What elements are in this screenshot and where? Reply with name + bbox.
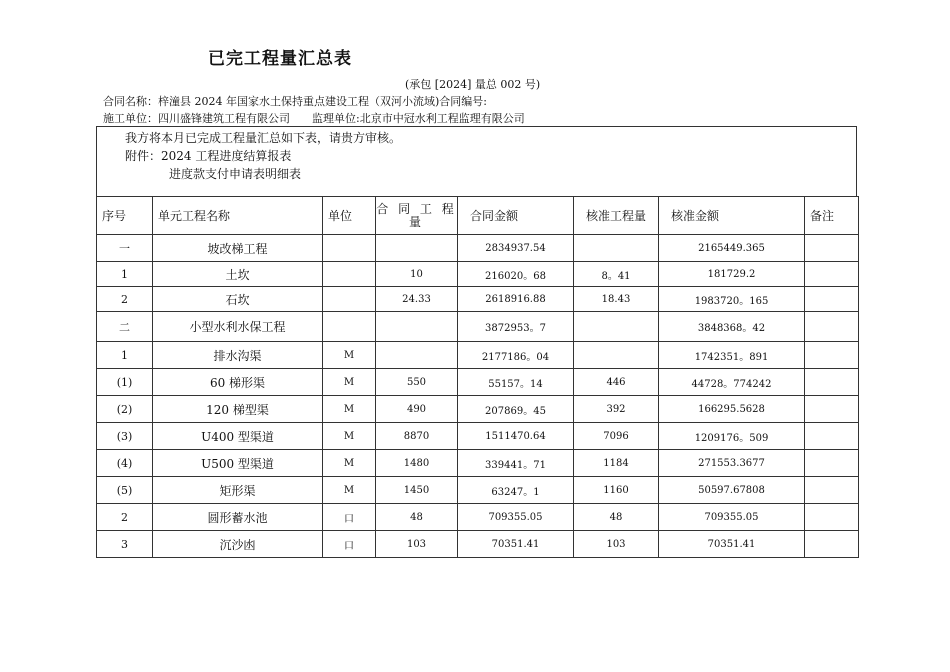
table-row <box>97 477 859 504</box>
row-name: 60 梯形渠 <box>153 369 323 396</box>
row-unit: M <box>323 396 376 423</box>
row-name: 沉沙凼 <box>153 531 323 558</box>
construction-unit: 施工单位：四川盛锋建筑工程有限公司 <box>103 112 290 125</box>
row-unit <box>323 235 376 262</box>
row-contract-qty: 1450 <box>376 477 458 504</box>
row-approved-amount: 709355.05 <box>659 504 805 531</box>
header-unit: 单位 <box>323 197 376 235</box>
row-seq: 一 <box>97 235 153 262</box>
row-remarks <box>805 477 859 504</box>
table-row <box>97 450 859 477</box>
row-contract-qty <box>376 235 458 262</box>
row-approved-qty <box>574 312 659 342</box>
row-contract-amount: 63247。1 <box>458 477 574 504</box>
row-approved-amount: 3848368。42 <box>659 312 805 342</box>
row-approved-amount: 181729.2 <box>659 262 805 287</box>
row-approved-amount: 1209176。509 <box>659 423 805 450</box>
row-remarks <box>805 450 859 477</box>
row-name: 土坎 <box>153 262 323 287</box>
row-contract-qty: 8870 <box>376 423 458 450</box>
row-seq: 3 <box>97 531 153 558</box>
row-remarks <box>805 396 859 423</box>
row-unit <box>323 262 376 287</box>
row-name: 圆形蓄水池 <box>153 504 323 531</box>
table-row <box>97 312 859 342</box>
row-contract-amount: 55157。14 <box>458 369 574 396</box>
row-unit <box>323 312 376 342</box>
row-seq: 2 <box>97 504 153 531</box>
row-name: 矩形渠 <box>153 477 323 504</box>
row-contract-qty <box>376 342 458 369</box>
header-seq: 序号 <box>97 197 153 235</box>
row-contract-amount: 70351.41 <box>458 531 574 558</box>
header-name: 单元工程名称 <box>153 197 323 235</box>
row-approved-qty <box>574 342 659 369</box>
row-approved-qty: 7096 <box>574 423 659 450</box>
row-approved-amount: 44728。774242 <box>659 369 805 396</box>
row-contract-amount: 2618916.88 <box>458 287 574 312</box>
row-contract-qty: 1480 <box>376 450 458 477</box>
row-unit: M <box>323 450 376 477</box>
header-approved-amount: 核准金额 <box>659 197 805 235</box>
quantity-summary-table <box>96 196 859 558</box>
row-seq: (2) <box>97 396 153 423</box>
row-seq: (3) <box>97 423 153 450</box>
row-unit: M <box>323 342 376 369</box>
row-unit <box>323 287 376 312</box>
row-approved-amount: 166295.5628 <box>659 396 805 423</box>
row-approved-qty: 1184 <box>574 450 659 477</box>
table-row <box>97 423 859 450</box>
row-seq: (5) <box>97 477 153 504</box>
row-approved-qty <box>574 235 659 262</box>
table-row <box>97 262 859 287</box>
row-seq: 1 <box>97 262 153 287</box>
row-remarks <box>805 342 859 369</box>
row-remarks <box>805 423 859 450</box>
row-unit: M <box>323 369 376 396</box>
row-name: U500 型渠道 <box>153 450 323 477</box>
row-approved-amount: 50597.67808 <box>659 477 805 504</box>
row-contract-qty: 550 <box>376 369 458 396</box>
row-contract-amount: 2177186。04 <box>458 342 574 369</box>
row-contract-qty: 10 <box>376 262 458 287</box>
row-approved-qty: 8。41 <box>574 262 659 287</box>
row-name: 小型水利水保工程 <box>153 312 323 342</box>
row-seq: 2 <box>97 287 153 312</box>
row-contract-amount: 339441。71 <box>458 450 574 477</box>
row-contract-qty: 490 <box>376 396 458 423</box>
row-approved-qty: 392 <box>574 396 659 423</box>
row-remarks <box>805 235 859 262</box>
row-contract-qty: 103 <box>376 531 458 558</box>
row-approved-qty: 18.43 <box>574 287 659 312</box>
page-title: 已完工程量汇总表 <box>208 49 352 69</box>
row-remarks <box>805 262 859 287</box>
row-remarks <box>805 287 859 312</box>
note-line-1: 我方将本月已完成工程量汇总如下表，请贵方审核。 <box>125 131 402 145</box>
row-contract-qty <box>376 312 458 342</box>
row-approved-amount: 70351.41 <box>659 531 805 558</box>
row-approved-amount: 1742351。891 <box>659 342 805 369</box>
table-row <box>97 235 859 262</box>
note-line-2: 附件：2024 工程进度结算报表 <box>125 149 292 163</box>
row-name: 排水沟渠 <box>153 342 323 369</box>
row-approved-qty: 48 <box>574 504 659 531</box>
row-seq: (1) <box>97 369 153 396</box>
row-contract-amount: 3872953。7 <box>458 312 574 342</box>
table-row <box>97 369 859 396</box>
header-contract-qty: 合 同 工 程 量 <box>376 197 458 235</box>
row-remarks <box>805 312 859 342</box>
row-unit: M <box>323 477 376 504</box>
row-remarks <box>805 531 859 558</box>
row-contract-qty: 24.33 <box>376 287 458 312</box>
table-header-row <box>97 197 859 235</box>
row-approved-qty: 103 <box>574 531 659 558</box>
row-seq: 1 <box>97 342 153 369</box>
row-name: U400 型渠道 <box>153 423 323 450</box>
units-line <box>103 110 525 126</box>
row-approved-amount: 271553.3677 <box>659 450 805 477</box>
row-unit: 口 <box>323 504 376 531</box>
row-unit: M <box>323 423 376 450</box>
row-approved-amount: 1983720。165 <box>659 287 805 312</box>
row-contract-amount: 2834937.54 <box>458 235 574 262</box>
row-name: 石坎 <box>153 287 323 312</box>
note-line-3: 进度款支付申请表明细表 <box>169 167 302 181</box>
row-contract-amount: 709355.05 <box>458 504 574 531</box>
table-row <box>97 504 859 531</box>
row-name: 120 梯型渠 <box>153 396 323 423</box>
row-seq: (4) <box>97 450 153 477</box>
row-remarks <box>805 504 859 531</box>
header-approved-qty: 核准工程量 <box>574 197 659 235</box>
row-contract-amount: 1511470.64 <box>458 423 574 450</box>
row-remarks <box>805 369 859 396</box>
note-box <box>96 126 857 197</box>
row-contract-amount: 207869。45 <box>458 396 574 423</box>
row-seq: 二 <box>97 312 153 342</box>
row-contract-qty: 48 <box>376 504 458 531</box>
table-row <box>97 287 859 312</box>
header-remarks: 备注 <box>805 197 859 235</box>
header-contract-amount: 合同金额 <box>458 197 574 235</box>
row-name: 坡改梯工程 <box>153 235 323 262</box>
row-approved-qty: 446 <box>574 369 659 396</box>
row-contract-amount: 216020。68 <box>458 262 574 287</box>
table-row <box>97 531 859 558</box>
table-row <box>97 342 859 369</box>
supervision-unit: 监理单位:北京市中冠水利工程监理有限公司 <box>312 112 525 125</box>
table-row <box>97 396 859 423</box>
document-number: (承包 [2024] 量总 002 号) <box>405 78 541 91</box>
row-approved-qty: 1160 <box>574 477 659 504</box>
row-approved-amount: 2165449.365 <box>659 235 805 262</box>
row-unit: 口 <box>323 531 376 558</box>
contract-name-line: 合同名称：梓潼县 2024 年国家水土保持重点建设工程（双河小流域)合同编号: <box>103 95 487 108</box>
table-body <box>97 235 859 558</box>
